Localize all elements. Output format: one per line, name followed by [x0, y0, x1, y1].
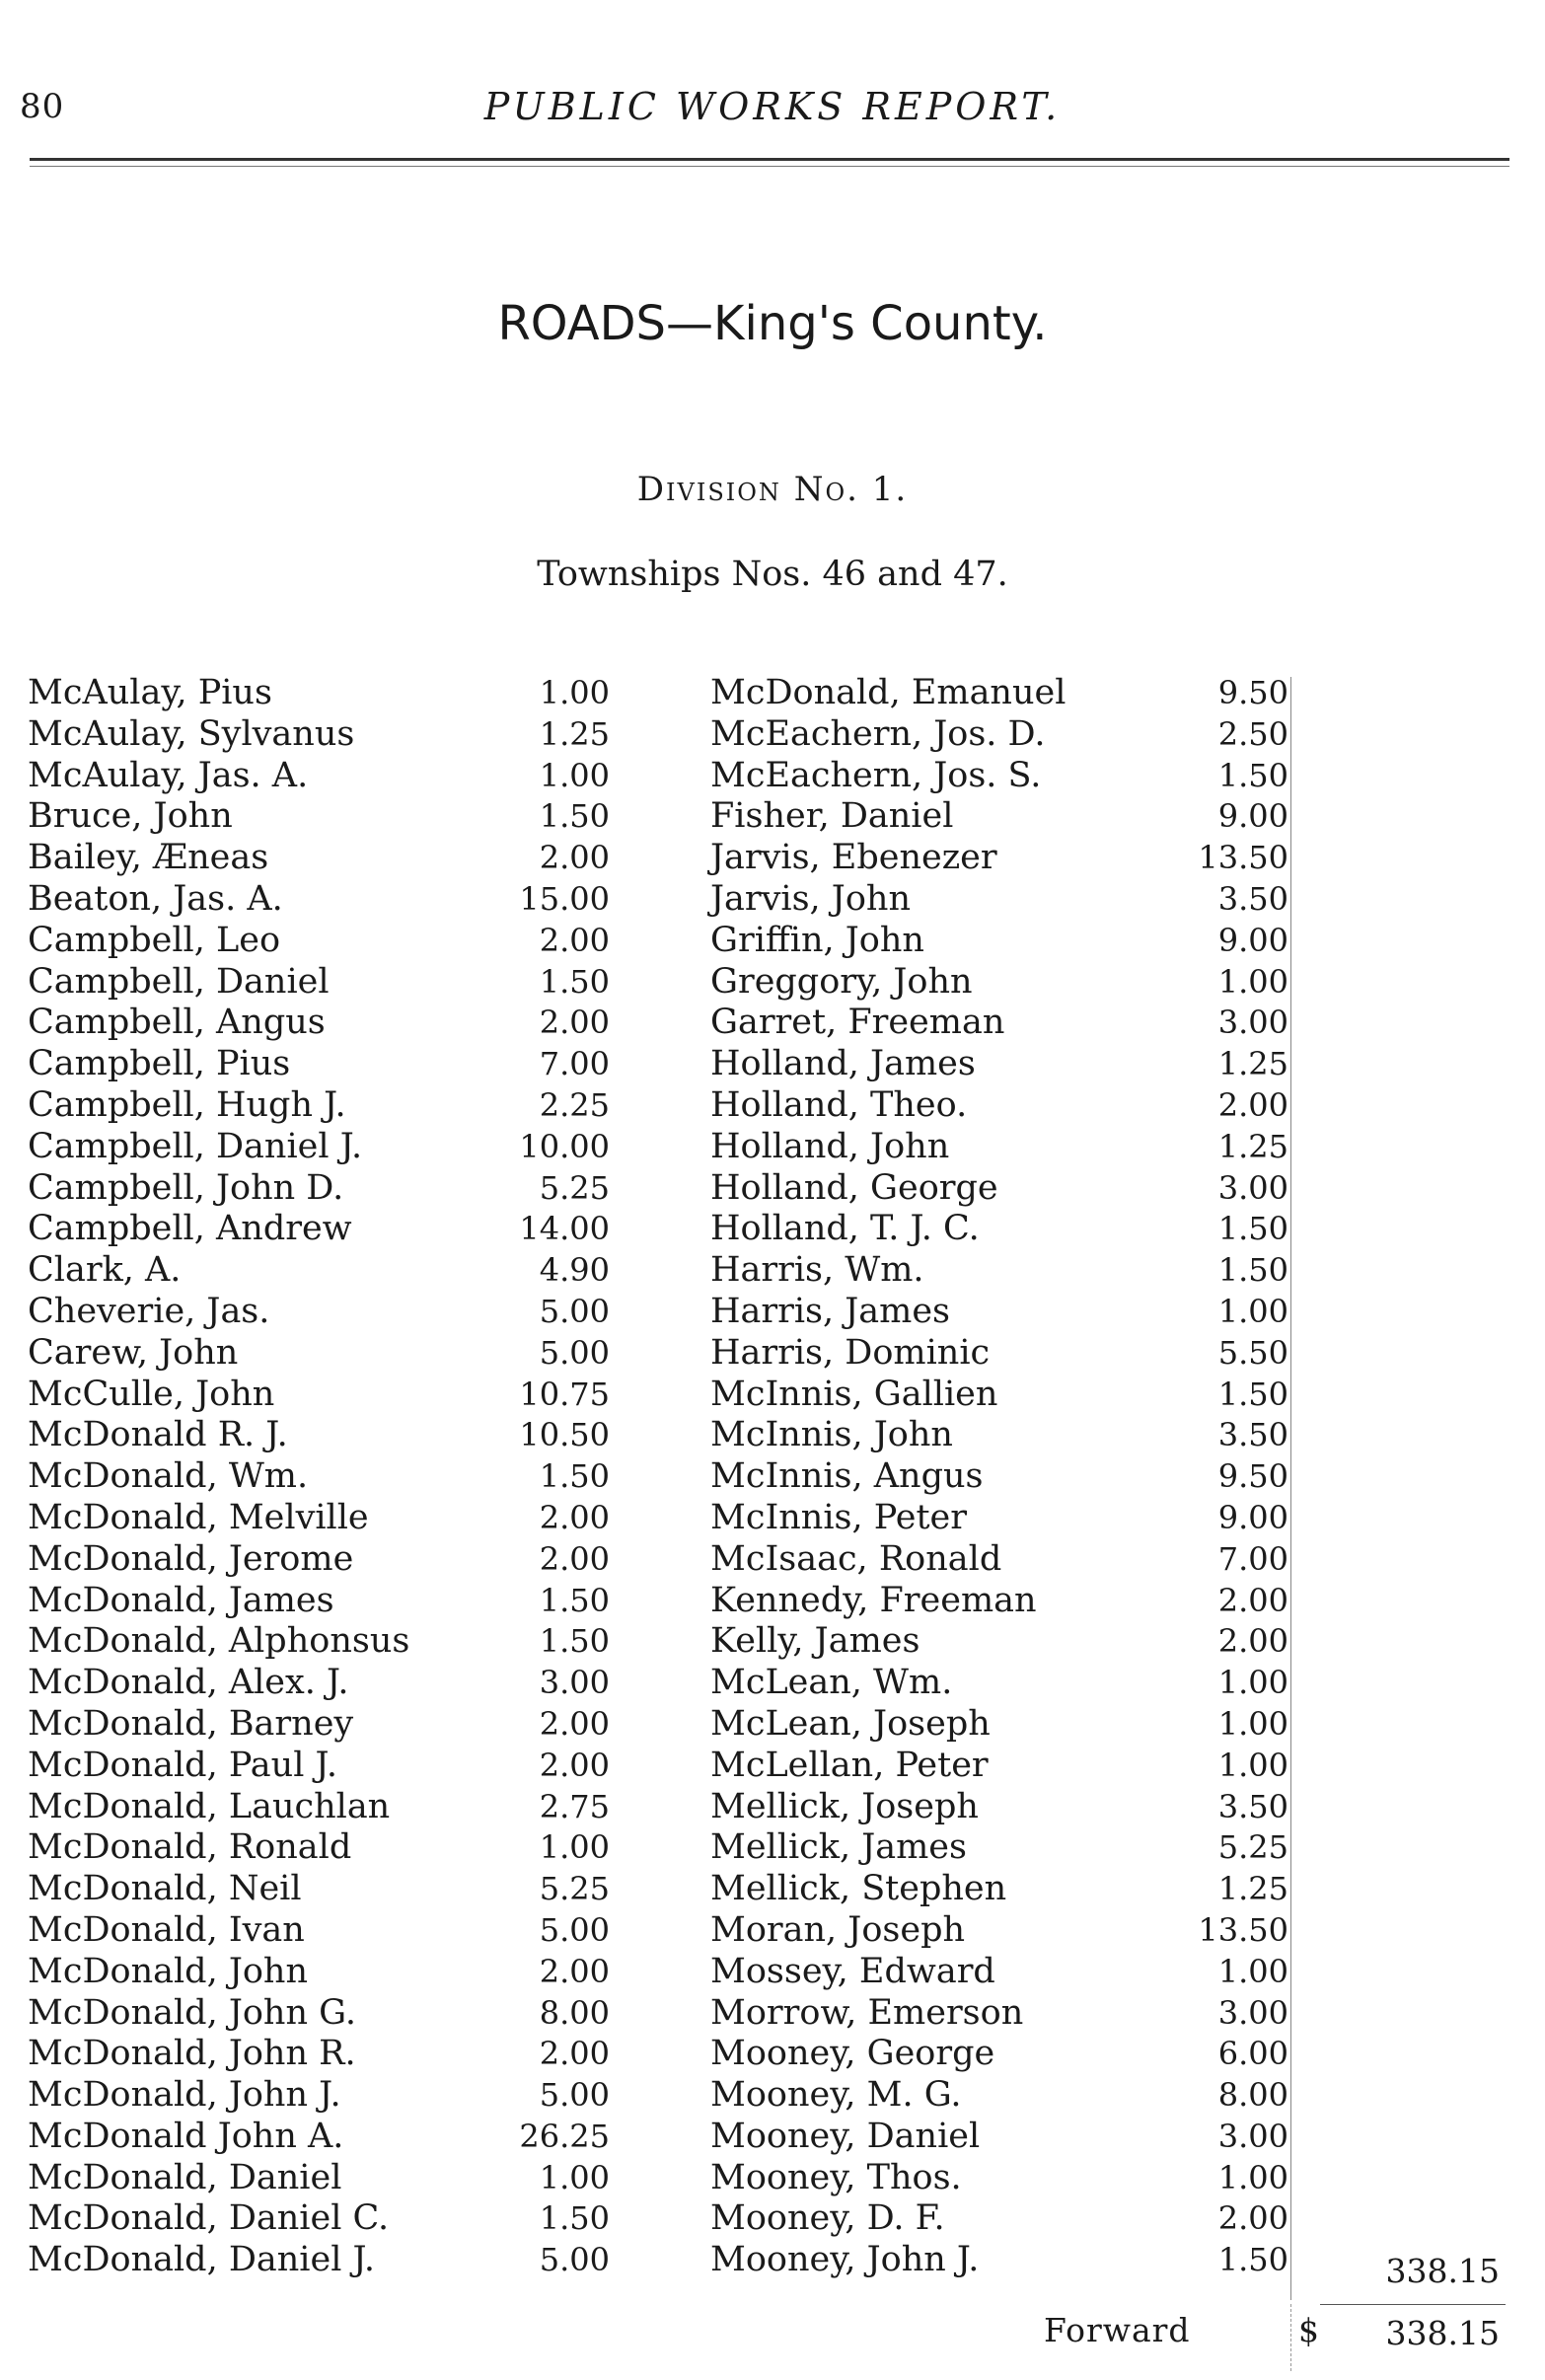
townships-heading: Townships Nos. 46 and 47. [537, 555, 1008, 594]
entry-amount: 5.00 [539, 1292, 610, 1330]
entry-amount: 1.50 [1217, 756, 1288, 794]
list-item [710, 2034, 1288, 2075]
entry-name: Clark, A. [28, 1250, 182, 1291]
list-item [710, 1746, 1288, 1787]
list-item [710, 2117, 1288, 2158]
list-item [710, 1415, 1288, 1456]
list-item [28, 673, 610, 714]
entry-amount: 5.00 [539, 2241, 610, 2279]
entry-amount: 10.50 [519, 1416, 610, 1454]
list-item [28, 756, 610, 797]
entry-amount: 1.25 [1217, 1045, 1288, 1083]
list-item [28, 879, 610, 921]
entry-name: McDonald, Daniel J. [28, 2240, 375, 2280]
entry-amount: 3.00 [1217, 1168, 1288, 1207]
entry-name: Morrow, Emerson [710, 1992, 1024, 2033]
entry-name: McDonald, Ronald [28, 1827, 352, 1868]
list-item [28, 1003, 610, 1044]
entry-name: McDonald, John J. [28, 2075, 341, 2116]
list-item [28, 1375, 610, 1416]
list-item [710, 879, 1288, 921]
entry-amount: 1.25 [1217, 1870, 1288, 1908]
entry-name: McLean, Joseph [710, 1703, 991, 1744]
entry-amount: 9.00 [1217, 797, 1288, 836]
right-column [710, 673, 1288, 2281]
entry-name: Harris, Dominic [710, 1332, 991, 1373]
entry-amount: 2.00 [539, 921, 610, 959]
entry-name: Campbell, Andrew [28, 1209, 352, 1249]
entry-name: McDonald, James [28, 1580, 334, 1620]
list-item [28, 2075, 610, 2117]
list-item [28, 1085, 610, 1127]
entry-name: McAulay, Pius [28, 673, 272, 712]
list-item [28, 1746, 610, 1787]
running-head: PUBLIC WORKS REPORT. [483, 85, 1062, 128]
entry-amount: 5.00 [539, 1910, 610, 1949]
entry-amount: 1.50 [539, 1622, 610, 1661]
entry-amount: 2.00 [539, 1704, 610, 1743]
list-item [710, 1952, 1288, 1993]
list-item [28, 1168, 610, 1210]
list-item [710, 1209, 1288, 1250]
list-item [710, 1456, 1288, 1498]
entry-amount: 1.25 [1217, 1127, 1288, 1165]
entry-amount: 1.50 [1217, 1210, 1288, 1248]
total-column-rule [1290, 2304, 1291, 2371]
entry-name: Holland, James [710, 1044, 976, 1084]
list-item [710, 1375, 1288, 1416]
entry-amount: 9.50 [1217, 1457, 1288, 1496]
list-item [710, 1127, 1288, 1168]
entry-name: McLean, Wm. [710, 1663, 953, 1703]
list-item [28, 1787, 610, 1828]
entry-amount: 3.00 [1217, 1993, 1288, 2032]
entry-amount: 8.00 [1217, 2076, 1288, 2115]
list-item [710, 2240, 1288, 2281]
entry-amount: 2.00 [1217, 2199, 1288, 2238]
entry-name: Moran, Joseph [710, 1909, 966, 1950]
entry-name: McInnis, Gallien [710, 1374, 998, 1414]
entry-name: McDonald, Emanuel [710, 673, 1067, 712]
list-item [28, 1663, 610, 1704]
forward-label: Forward [1044, 2311, 1191, 2349]
entry-amount: 2.00 [539, 2035, 610, 2073]
list-item [28, 1127, 610, 1168]
entry-amount: 1.50 [539, 797, 610, 836]
entry-name: McDonald, Jerome [28, 1538, 354, 1579]
entry-name: McDonald R. J. [28, 1415, 288, 1455]
entry-amount: 5.25 [1217, 1828, 1288, 1867]
entry-name: Campbell, Daniel [28, 961, 330, 1002]
list-item [710, 921, 1288, 962]
list-item [28, 1827, 610, 1869]
entry-name: McDonald, Paul J. [28, 1745, 337, 1785]
entry-amount: 2.00 [539, 1952, 610, 1990]
entry-name: McCulle, John [28, 1374, 275, 1414]
entry-name: McEachern, Jos. S. [710, 755, 1042, 795]
entry-amount: 1.00 [539, 674, 610, 711]
list-item [28, 714, 610, 756]
list-item [28, 1910, 610, 1952]
list-item [28, 1333, 610, 1375]
entry-amount: 1.00 [539, 2158, 610, 2196]
entry-name: Kelly, James [710, 1621, 920, 1662]
entry-name: McDonald, John G. [28, 1992, 356, 2033]
entry-amount: 1.00 [1217, 1704, 1288, 1743]
entry-amount: 1.50 [539, 962, 610, 1001]
list-item [710, 1498, 1288, 1539]
entry-name: Mooney, George [710, 2034, 995, 2074]
list-item [28, 2240, 610, 2281]
entry-name: Mossey, Edward [710, 1951, 995, 1991]
list-item [28, 1456, 610, 1498]
entry-amount: 3.00 [1217, 1004, 1288, 1042]
entry-name: McDonald, Barney [28, 1703, 354, 1744]
list-item [28, 1869, 610, 1910]
entry-amount: 1.00 [539, 756, 610, 794]
list-item [28, 2034, 610, 2075]
entry-amount: 3.50 [1217, 1416, 1288, 1454]
entry-amount: 1.00 [539, 1828, 610, 1867]
section-title: ROADS—King's County. [497, 296, 1048, 351]
entry-amount: 26.25 [519, 2117, 610, 2155]
subtotal-value: 338.15 [1385, 2252, 1500, 2290]
entry-amount: 13.50 [1198, 1910, 1288, 1949]
list-item [710, 1539, 1288, 1581]
entry-name: McDonald, Wm. [28, 1456, 309, 1497]
entry-amount: 7.00 [539, 1045, 610, 1083]
entry-amount: 5.50 [1217, 1333, 1288, 1372]
list-item [28, 2117, 610, 2158]
entry-name: McDonald, Daniel [28, 2157, 342, 2197]
list-item [28, 1292, 610, 1333]
list-item [710, 838, 1288, 879]
list-item [28, 1993, 610, 2035]
list-item [710, 1910, 1288, 1952]
list-item [710, 796, 1288, 838]
entry-amount: 5.00 [539, 1333, 610, 1372]
entry-name: Bailey, Æneas [28, 838, 269, 878]
entry-name: McDonald, Ivan [28, 1909, 305, 1950]
list-item [710, 1581, 1288, 1622]
entry-name: Campbell, Angus [28, 1003, 326, 1043]
entry-amount: 10.75 [519, 1375, 610, 1413]
list-item [28, 838, 610, 879]
list-item [710, 1168, 1288, 1210]
list-item [710, 1704, 1288, 1746]
entry-name: Mellick, Stephen [710, 1869, 1007, 1909]
entry-amount: 2.00 [539, 1004, 610, 1042]
entry-name: Garret, Freeman [710, 1003, 1005, 1043]
entry-amount: 1.00 [1217, 1292, 1288, 1330]
amount-column-rule [1290, 677, 1291, 2300]
entry-amount: 15.00 [519, 879, 610, 918]
entry-amount: 1.00 [1217, 1952, 1288, 1990]
entry-name: McDonald, Alex. J. [28, 1663, 349, 1703]
list-item [710, 1869, 1288, 1910]
entry-amount: 5.00 [539, 2076, 610, 2115]
entry-name: McInnis, John [710, 1415, 953, 1455]
entry-amount: 1.00 [1217, 962, 1288, 1001]
entry-name: Mooney, M. G. [710, 2075, 962, 2116]
list-item [710, 2075, 1288, 2117]
entry-name: Mooney, Thos. [710, 2157, 962, 2197]
forward-total: 338.15 [1385, 2314, 1500, 2352]
entry-amount: 2.00 [539, 1539, 610, 1578]
entry-amount: 1.50 [1217, 2241, 1288, 2279]
list-item [28, 1539, 610, 1581]
list-item [710, 2198, 1288, 2240]
list-item [710, 1333, 1288, 1375]
division-heading: Division No. 1. [636, 470, 909, 509]
entry-amount: 7.00 [1217, 1539, 1288, 1578]
entry-amount: 9.00 [1217, 921, 1288, 959]
left-column [28, 673, 610, 2281]
list-item [28, 921, 610, 962]
entry-name: McIsaac, Ronald [710, 1538, 1002, 1579]
entry-name: Campbell, Daniel J. [28, 1126, 363, 1166]
list-item [710, 1663, 1288, 1704]
entry-name: McInnis, Angus [710, 1456, 984, 1497]
entry-amount: 1.00 [1217, 1664, 1288, 1702]
list-item [710, 1292, 1288, 1333]
entry-amount: 3.50 [1217, 879, 1288, 918]
entry-amount: 14.00 [519, 1210, 610, 1248]
list-item [710, 756, 1288, 797]
list-item [710, 1250, 1288, 1292]
entry-name: Cheverie, Jas. [28, 1291, 270, 1331]
entry-name: Mellick, Joseph [710, 1786, 979, 1826]
entry-name: McDonald John A. [28, 2116, 344, 2156]
entry-amount: 9.50 [1217, 674, 1288, 711]
entry-name: Holland, T. J. C. [710, 1209, 980, 1249]
list-item [710, 1044, 1288, 1085]
list-item [28, 1952, 610, 1993]
entry-amount: 3.00 [539, 1664, 610, 1702]
entry-name: Harris, Wm. [710, 1250, 924, 1291]
entry-amount: 1.50 [539, 1581, 610, 1619]
entry-amount: 10.00 [519, 1127, 610, 1165]
list-item [710, 2158, 1288, 2199]
entry-amount: 3.00 [1217, 2117, 1288, 2155]
list-item [28, 1044, 610, 1085]
entry-name: Mooney, Daniel [710, 2116, 981, 2156]
dollar-sign: $ [1298, 2311, 1319, 2349]
entry-amount: 3.50 [1217, 1787, 1288, 1825]
entry-name: Holland, George [710, 1167, 998, 1208]
sum-line [1320, 2304, 1506, 2305]
entry-name: Bruce, John [28, 796, 233, 837]
entry-name: McDonald, Alphonsus [28, 1621, 410, 1662]
entry-name: Carew, John [28, 1332, 239, 1373]
list-item [710, 1621, 1288, 1663]
entry-name: McAulay, Sylvanus [28, 713, 355, 754]
list-item [710, 1787, 1288, 1828]
list-item [28, 2198, 610, 2240]
entry-amount: 2.00 [1217, 1622, 1288, 1661]
page-number: 80 [20, 87, 65, 126]
entry-amount: 1.50 [1217, 1251, 1288, 1290]
entry-amount: 6.00 [1217, 2035, 1288, 2073]
entry-amount: 2.50 [1217, 714, 1288, 753]
entry-amount: 13.50 [1198, 839, 1288, 877]
list-item [710, 962, 1288, 1004]
entry-amount: 2.00 [539, 1746, 610, 1784]
entry-name: Campbell, Pius [28, 1044, 291, 1084]
entry-name: Jarvis, John [710, 878, 911, 919]
list-item [28, 1415, 610, 1456]
list-item [710, 1003, 1288, 1044]
entry-name: McDonald, John [28, 1951, 309, 1991]
header-rule-thin [30, 166, 1509, 167]
entry-name: Harris, James [710, 1291, 951, 1331]
entry-name: Holland, Theo. [710, 1084, 968, 1125]
list-item [710, 1085, 1288, 1127]
entry-amount: 2.00 [539, 839, 610, 877]
list-item [28, 1621, 610, 1663]
entry-name: McLellan, Peter [710, 1745, 989, 1785]
entry-name: Holland, John [710, 1126, 950, 1166]
entry-name: Mellick, James [710, 1827, 967, 1868]
list-item [28, 1704, 610, 1746]
entry-name: Mooney, D. F. [710, 2198, 945, 2239]
list-item [710, 1827, 1288, 1869]
header-rule [30, 158, 1509, 161]
entry-amount: 1.00 [1217, 1746, 1288, 1784]
list-item [28, 1250, 610, 1292]
entry-amount: 1.25 [539, 714, 610, 753]
entry-name: McAulay, Jas. A. [28, 755, 309, 795]
entry-amount: 1.50 [539, 1457, 610, 1496]
entry-name: Mooney, John J. [710, 2240, 980, 2280]
entry-name: McDonald, Neil [28, 1869, 302, 1909]
entry-name: McInnis, Peter [710, 1497, 967, 1537]
list-item [28, 962, 610, 1004]
list-item [28, 1581, 610, 1622]
list-item [28, 796, 610, 838]
entry-name: Jarvis, Ebenezer [710, 838, 997, 878]
entry-name: Campbell, John D. [28, 1167, 344, 1208]
entry-name: Fisher, Daniel [710, 796, 954, 837]
entry-name: McDonald, John R. [28, 2034, 356, 2074]
entry-amount: 1.00 [1217, 2158, 1288, 2196]
entry-amount: 4.90 [539, 1251, 610, 1290]
list-item [710, 673, 1288, 714]
entry-name: McDonald, Lauchlan [28, 1786, 391, 1826]
entry-amount: 1.50 [539, 2199, 610, 2238]
list-item [710, 714, 1288, 756]
entry-amount: 5.25 [539, 1870, 610, 1908]
entry-amount: 2.00 [539, 1498, 610, 1536]
entry-amount: 2.75 [539, 1787, 610, 1825]
entry-amount: 1.50 [1217, 1375, 1288, 1413]
entry-amount: 2.00 [1217, 1085, 1288, 1124]
entry-name: McDonald, Melville [28, 1497, 369, 1537]
entry-amount: 5.25 [539, 1168, 610, 1207]
entry-name: Beaton, Jas. A. [28, 878, 283, 919]
entry-name: Campbell, Hugh J. [28, 1084, 346, 1125]
entry-name: McEachern, Jos. D. [710, 713, 1046, 754]
list-item [28, 2158, 610, 2199]
entry-name: Griffin, John [710, 920, 924, 960]
entry-name: Kennedy, Freeman [710, 1580, 1037, 1620]
entry-name: Campbell, Leo [28, 920, 281, 960]
entry-name: McDonald, Daniel C. [28, 2198, 390, 2239]
entry-amount: 9.00 [1217, 1498, 1288, 1536]
list-item [710, 1993, 1288, 2035]
entry-amount: 2.25 [539, 1085, 610, 1124]
entry-amount: 2.00 [1217, 1581, 1288, 1619]
list-item [28, 1498, 610, 1539]
list-item [28, 1209, 610, 1250]
entry-amount: 8.00 [539, 1993, 610, 2032]
entry-name: Greggory, John [710, 961, 973, 1002]
